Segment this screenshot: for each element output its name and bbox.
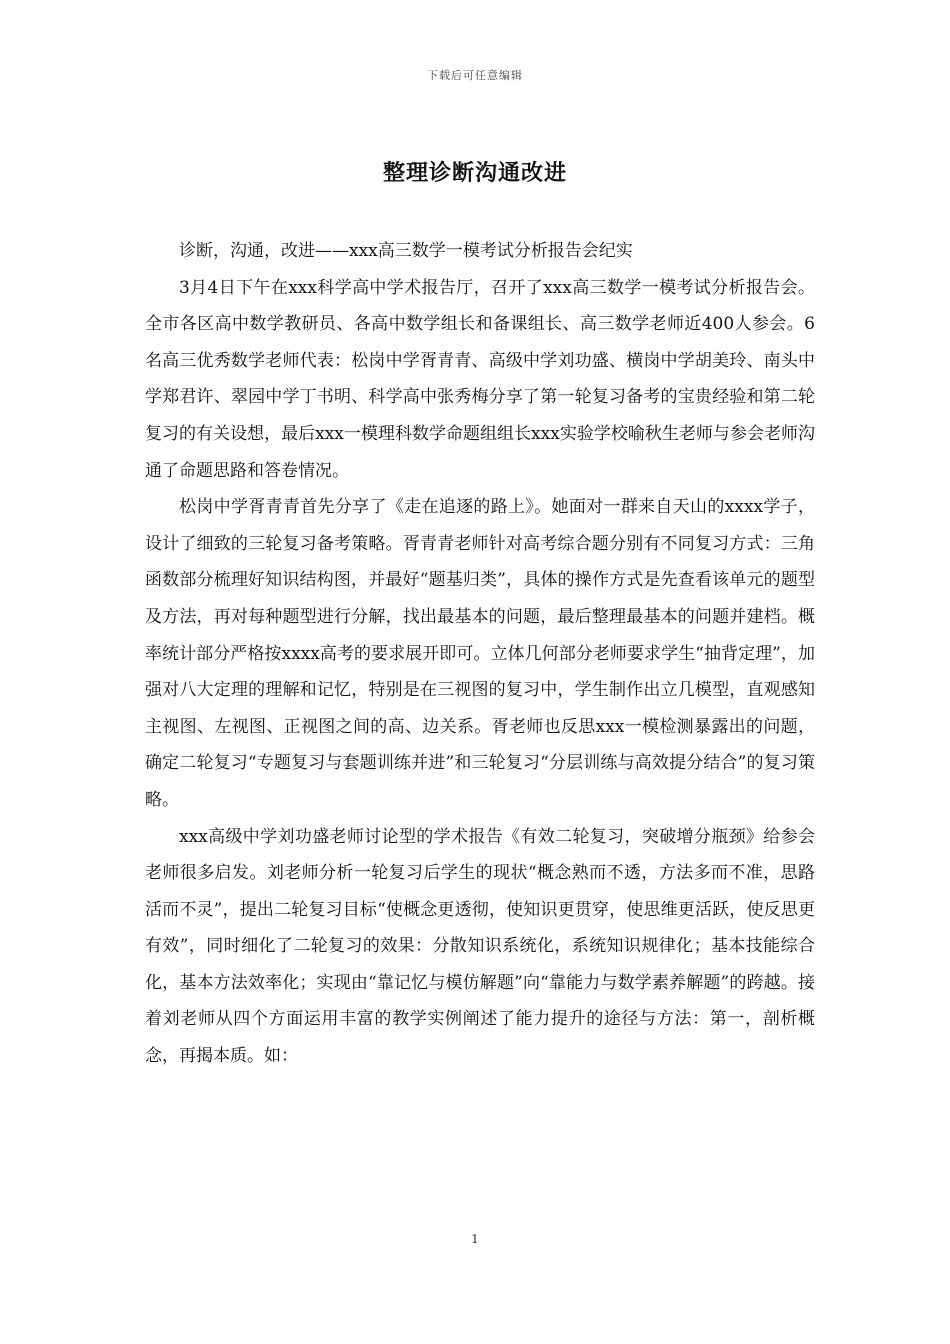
page-header-note: 下载后可任意编辑: [427, 69, 523, 82]
body-paragraph: 松岗中学胥青青首先分享了《走在追逐的路上》。她面对一群来自天山的xxxx学子，设计了细致的三轮复习备考策略。胥青青老师针对高考综合题分别有不同复习方式：三角函数部分梳理好知识结构图，并最好“题基归类”，具体的操作方式是先查看该单元的题型及方法，再对每种题型进行分解，找出最基本的问题，最后整理最基本的问题并建档。概率统计部分严格按xxxx高考的要求展开即可。立体几何部分老师要求学生“抽背定理”，加强对八大定理的理解和记忆，特别是在三视图的复习中，学生制作出立几模型，直观感知主视图、左视图、正视图之间的高、边关系。胥老师也反思xxx一模检测暴露出的问题，确定二轮复习“专题复习与套题训练并进”和三轮复习“分层训练与高效提分结合”的复习策略。: [145, 497, 815, 810]
document-title: 整理诊断沟通改进: [382, 160, 567, 186]
document-body: [145, 233, 815, 1075]
body-paragraph: xxx高级中学刘功盛老师讨论型的学术报告《有效二轮复习，突破增分瓶颈》给参会老师很多启发。刘老师分析一轮复习后学生的现状“概念熟而不透，方法多而不准，思路活而不灵”，提出二轮复习目标“使概念更透彻，使知识更贯穿，使思维更活跃，使反思更有效”，同时细化了二轮复习的效果：分散知识系统化，系统知识规律化；基本技能综合化，基本方法效率化；实现由“靠记忆与模仿解题”向“靠能力与数学素养解题”的跨越。接着刘老师从四个方面运用丰富的教学实例阐述了能力提升的途径与方法：第一，剖析概念，再揭本质。如：: [145, 826, 815, 1067]
subtitle-paragraph: 诊断，沟通，改进——xxx高三数学一模考试分析报告会纪实: [179, 241, 633, 261]
body-paragraph: 3月4日下午在xxx科学高中学术报告厅，召开了xxx高三数学一模考试分析报告会。全市各区高中数学教研员、各高中数学组长和备课组长、高三数学老师近400人参会。6名高三优秀数学老师代表：松岗中学胥青青、高级中学刘功盛、横岗中学胡美玲、南头中学郑君许、翠园中学丁书明、科学高中张秀梅分享了第一轮复习备考的宝贵经验和第二轮复习的有关设想，最后xxx一模理科数学命题组组长xxx实验学校喻秋生老师与参会老师沟通了命题思路和答卷情况。: [145, 277, 815, 481]
page-number: 1: [471, 1232, 479, 1246]
